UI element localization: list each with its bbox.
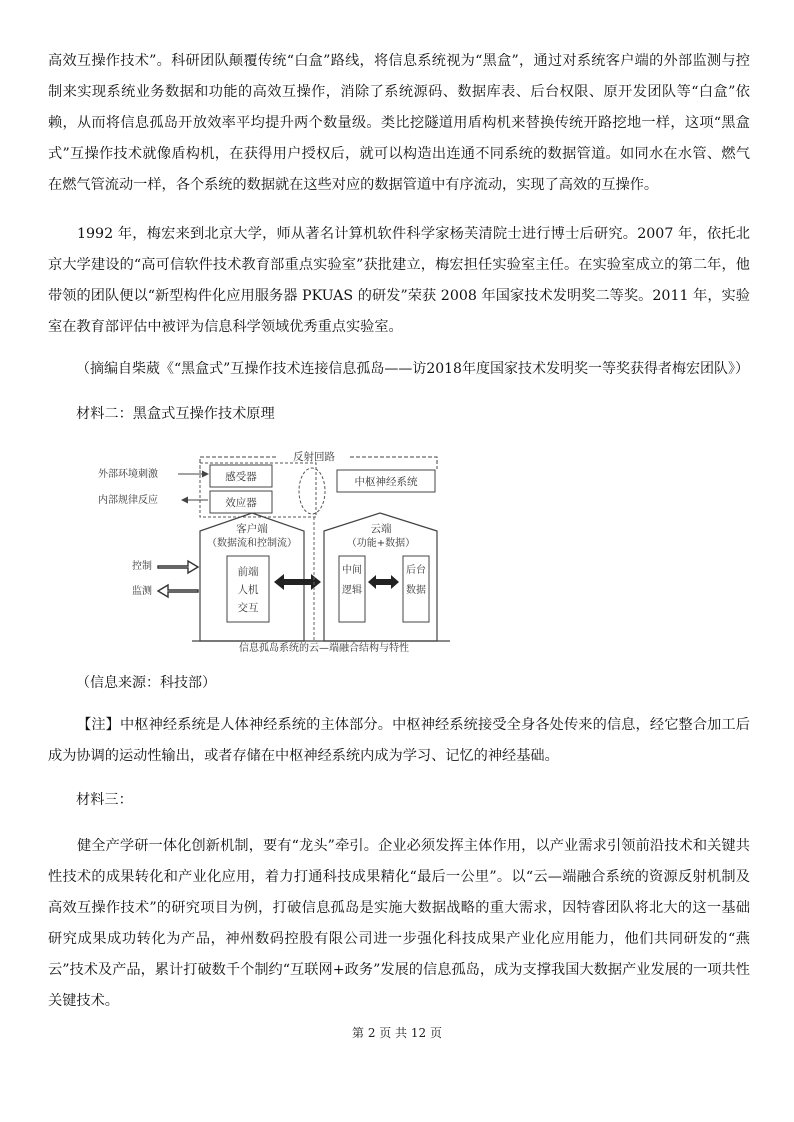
logic-data-arrow xyxy=(368,575,399,589)
external-stimulus-label: 外部环境刺激 xyxy=(98,469,158,480)
source-citation-2: （信息来源：科技部） xyxy=(76,675,216,691)
cns-label: 中枢神经系统 xyxy=(354,476,418,488)
frontend-line-1: 前端 xyxy=(237,566,259,578)
paragraph-intro-continued: 高效互操作技术”。科研团队颠覆传统“白盒”路线，将信息系统视为“黑盒”，通过对系统客户端的外部监测与控制来实现系统业务数据和功能的高效互操作，消除了系统源码、数据库表、后台权限、原开发团队等“白盒”依赖，从而将信息孤岛开放效率平均提升两个数量级。类比挖隧道用盾构机来替换传统开路挖地一样，这项“黑盒式”互操作技术就像盾构机，在获得用户授权后，就可以构造出连通不同系统的数据管道。如同水在水管、燃气在燃气管流动一样，各个系统的数据就在这些对应的数据管道中有序流动，实现了高效的互操作。 xyxy=(48,53,750,193)
monitor-arrow xyxy=(158,585,198,597)
frontend-line-3: 交互 xyxy=(237,602,259,614)
diagram-caption: 信息孤岛系统的云—端融合结构与特性 xyxy=(239,643,409,653)
backend-data-line-2: 数据 xyxy=(406,585,426,596)
material-three-title: 材料三： xyxy=(76,792,133,808)
internal-reaction-label: 内部规律反应 xyxy=(98,495,158,506)
reflex-loop-right-line xyxy=(350,457,437,469)
receptor-label: 感受器 xyxy=(225,471,257,483)
client-title: 客户端 xyxy=(236,523,268,535)
material-two-title: 材料二：黑盒式互操作技术原理 xyxy=(76,406,275,422)
reflex-loop-label: 反射回路 xyxy=(293,451,335,463)
sensor-group-box xyxy=(200,463,316,517)
client-subtitle: （数据流和控制流） xyxy=(207,538,297,549)
middle-logic-line-2: 逻辑 xyxy=(342,585,362,596)
cloud-subtitle: （功能+数据） xyxy=(346,538,416,549)
control-arrow xyxy=(158,561,198,573)
control-label: 控制 xyxy=(132,561,152,572)
monitor-label: 监测 xyxy=(132,586,152,597)
backend-data-line-1: 后台 xyxy=(406,565,426,576)
page-footer: 第 2 页 共 12 页 xyxy=(352,1026,442,1040)
note-paragraph: 【注】中枢神经系统是人体神经系统的主体部分。中枢神经系统接受全身各处传来的信息，经它整合加工后成为协调的运动性输出，或者存储在中枢神经系统内成为学习、记忆的神经基础。 xyxy=(48,717,750,764)
effector-label: 效应器 xyxy=(225,497,257,509)
cloud-title: 云端 xyxy=(370,523,392,535)
frontend-line-2: 人机 xyxy=(237,584,259,596)
reflex-loop-ellipse xyxy=(299,468,325,514)
paragraph-material-three: 健全产学研一体化创新机制，要有“龙头”牵引。企业必须发挥主体作用，以产业需求引领前沿技术和关键共性技术的成果转化和产业化应用，着力打通科技成果精化“最后一公里”。以“云—端融合系统的资源反射机制及高效互操作技术”的研究项目为例，打破信息孤岛是实施大数据战略的重大需求，因特睿团队将北大的这一基础研究成果成功转化为产品，神州数码控股有限公司进一步强化科技成果产业化应用能力，他们共同研发的“燕云”技术及产品，累计打破数千个制约“互联网+政务”发展的信息孤岛，成为支撑我国大数据产业发展的一项共性关键技术。 xyxy=(48,838,750,1009)
blackbox-diagram xyxy=(92,443,460,653)
middle-logic-line-1: 中间 xyxy=(342,565,362,576)
source-citation-1: （摘编自柴葳《“黑盒式”互操作技术连接信息孤岛——访2018年度国家技术发明奖一等奖获得者梅宏团队》） xyxy=(76,361,749,377)
paragraph-meihong-bio: 1992 年，梅宏来到北京大学，师从著名计算机软件科学家杨芙清院士进行博士后研究。2007 年，依托北京大学建设的“高可信软件技术教育部重点实验室”获批建立，梅宏担任实验室主任。在实验室成立的第二年，他带领的团队便以“新型构件化应用服务器 PKUAS 的研发”荣获 2008 年国家技术发明奖二等奖。2011 年，实验室在教育部评估中被评为信息科学领域优秀重点实验室。 xyxy=(48,226,750,335)
blackbox-diagram-svg xyxy=(92,443,460,653)
